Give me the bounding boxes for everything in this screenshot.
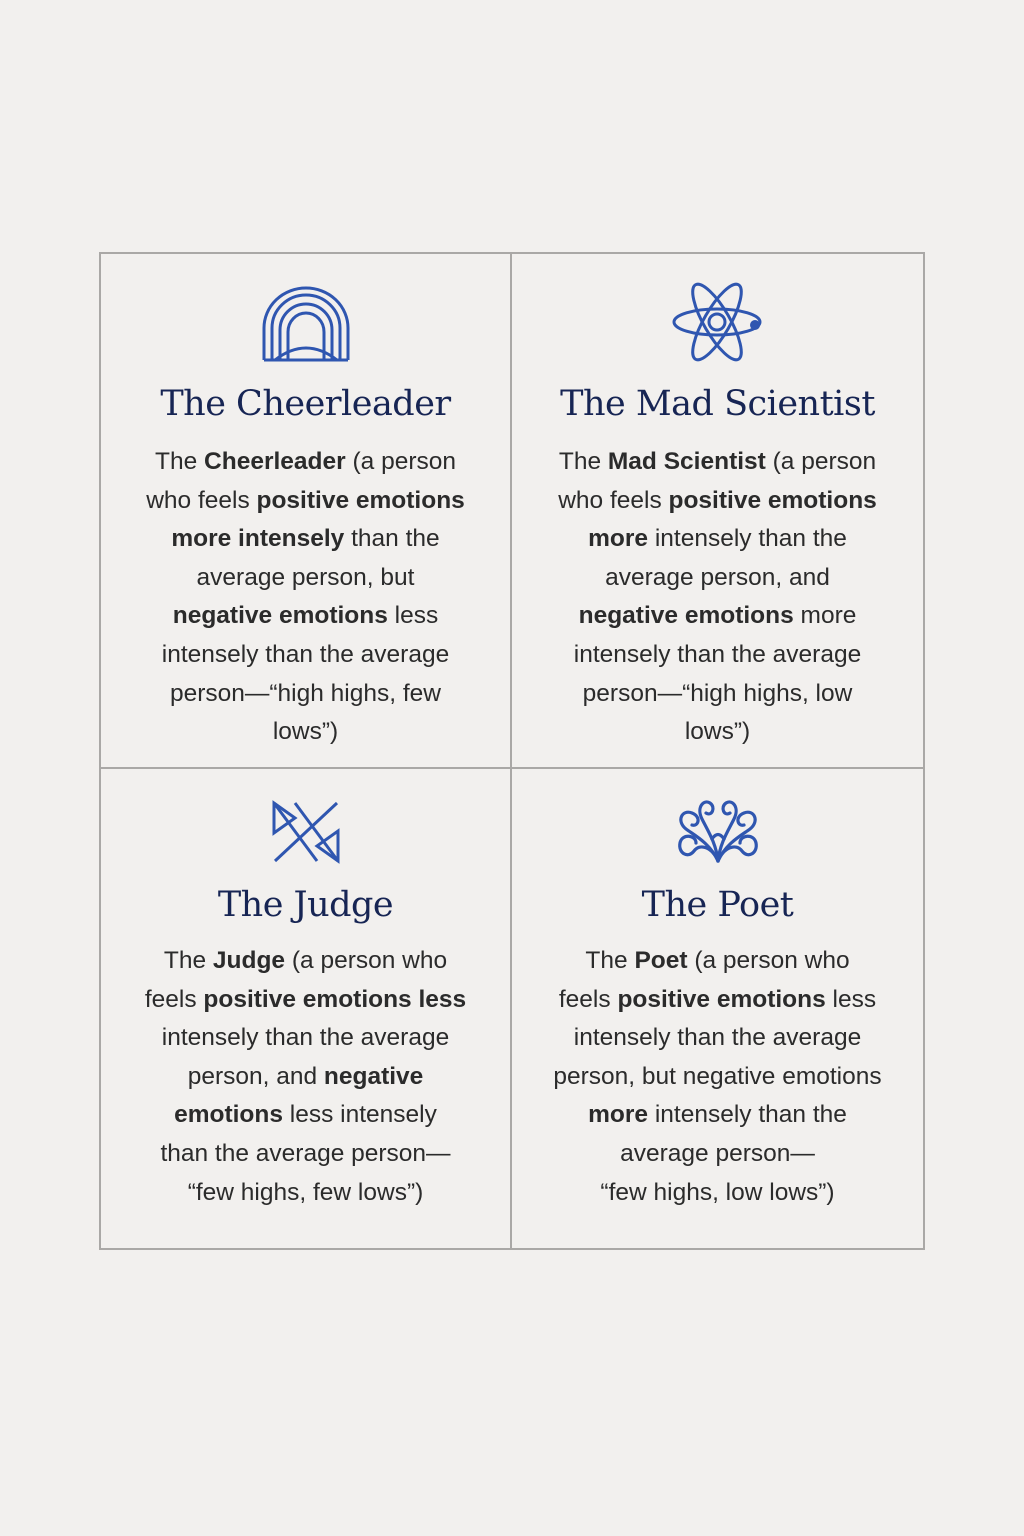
description-line <box>542 713 893 752</box>
description-line <box>542 981 893 1020</box>
description-line <box>542 675 893 714</box>
text-segment: intensely than the average <box>573 1024 862 1052</box>
bold-text: Poet <box>634 947 688 974</box>
description-line <box>131 520 480 559</box>
ornament-flourish-icon <box>672 795 764 865</box>
bold-text: Cheerleader <box>204 448 346 475</box>
description-line <box>131 443 480 482</box>
description-line <box>131 713 480 752</box>
card-description <box>542 942 893 1212</box>
text-segment: feels <box>558 985 618 1013</box>
text-segment: more <box>793 602 857 630</box>
bold-text: Judge <box>212 947 286 974</box>
text-segment: person, and <box>187 1062 324 1090</box>
card-poet <box>512 769 923 1248</box>
card-description <box>131 443 480 752</box>
text-segment: intensely than the average <box>161 640 450 668</box>
text-segment: feels <box>144 985 204 1013</box>
description-line <box>131 1174 480 1213</box>
description-line <box>542 559 893 598</box>
card-mad-scientist <box>512 254 923 769</box>
bold-text: positive emotions <box>617 985 826 1013</box>
text-segment: lows”) <box>684 718 751 746</box>
crossed-scales-icon <box>271 799 341 865</box>
text-segment: The <box>558 448 608 475</box>
bold-text: negative emotions <box>578 602 794 630</box>
description-line <box>542 1174 893 1213</box>
text-segment: intensely than the <box>648 1101 847 1129</box>
text-segment: (a person who <box>285 947 448 974</box>
bold-text: negative <box>323 1062 424 1090</box>
description-line <box>131 981 480 1020</box>
card-title: The Cheerleader <box>160 384 451 424</box>
bold-text: more intensely <box>171 525 345 553</box>
bold-text: emotions <box>174 1101 283 1129</box>
bold-text: positive emotions less <box>203 985 467 1013</box>
rainbow-arch-icon <box>261 286 351 362</box>
text-segment: who feels <box>558 486 669 514</box>
card-description <box>542 443 893 752</box>
card-description <box>131 942 480 1212</box>
text-segment: intensely than the <box>648 525 847 553</box>
description-line <box>542 443 893 482</box>
description-line <box>542 482 893 521</box>
text-segment: “few highs, few lows”) <box>187 1178 424 1206</box>
description-line <box>542 1058 893 1097</box>
card-title: The Judge <box>217 885 394 925</box>
bold-text: more <box>588 525 649 553</box>
card-title: The Poet <box>641 885 794 925</box>
description-line <box>131 1135 480 1174</box>
text-segment: person, but negative emotions <box>553 1062 882 1090</box>
description-line <box>542 942 893 981</box>
text-segment: person—“high highs, few <box>169 679 441 707</box>
text-segment: than the <box>344 525 440 553</box>
description-line <box>131 1019 480 1058</box>
text-segment: less <box>825 985 877 1013</box>
description-line <box>542 636 893 675</box>
bold-text: positive emotions <box>256 486 465 514</box>
text-segment: who feels <box>146 486 257 514</box>
text-segment: less intensely <box>283 1101 437 1129</box>
text-segment: average person, but <box>196 563 415 591</box>
text-segment: (a person who <box>687 947 850 974</box>
description-line <box>131 559 480 598</box>
description-line <box>131 1096 480 1135</box>
description-line <box>542 520 893 559</box>
text-segment: “few highs, low lows”) <box>600 1178 835 1206</box>
text-segment: than the average person— <box>160 1139 451 1167</box>
text-segment: lows”) <box>272 718 339 746</box>
description-line <box>542 1019 893 1058</box>
card-title: The Mad Scientist <box>560 384 875 424</box>
description-line <box>131 636 480 675</box>
card-cheerleader <box>101 254 512 769</box>
text-segment: (a person <box>765 448 877 475</box>
description-line <box>542 1135 893 1174</box>
text-segment: person—“high highs, low <box>582 679 853 707</box>
description-line <box>542 597 893 636</box>
text-segment: The <box>155 448 205 475</box>
text-segment: less <box>387 602 439 630</box>
bold-text: positive emotions <box>668 486 877 514</box>
description-line <box>131 597 480 636</box>
text-segment: average person, and <box>605 563 830 591</box>
text-segment: (a person <box>345 448 456 475</box>
description-line <box>131 1058 480 1097</box>
text-segment: intensely than the average <box>161 1024 450 1052</box>
text-segment: average person— <box>620 1139 815 1167</box>
description-line <box>131 675 480 714</box>
card-judge <box>101 769 512 1248</box>
personality-quadrant-grid <box>99 252 925 1250</box>
bold-text: more <box>588 1101 649 1129</box>
bold-text: Mad Scientist <box>607 448 766 475</box>
text-segment: The <box>163 947 213 974</box>
bold-text: negative emotions <box>172 602 388 630</box>
description-line <box>542 1096 893 1135</box>
description-line <box>131 482 480 521</box>
description-line <box>131 942 480 981</box>
atom-icon <box>670 276 766 368</box>
text-segment: intensely than the average <box>573 640 862 668</box>
text-segment: The <box>585 947 635 974</box>
